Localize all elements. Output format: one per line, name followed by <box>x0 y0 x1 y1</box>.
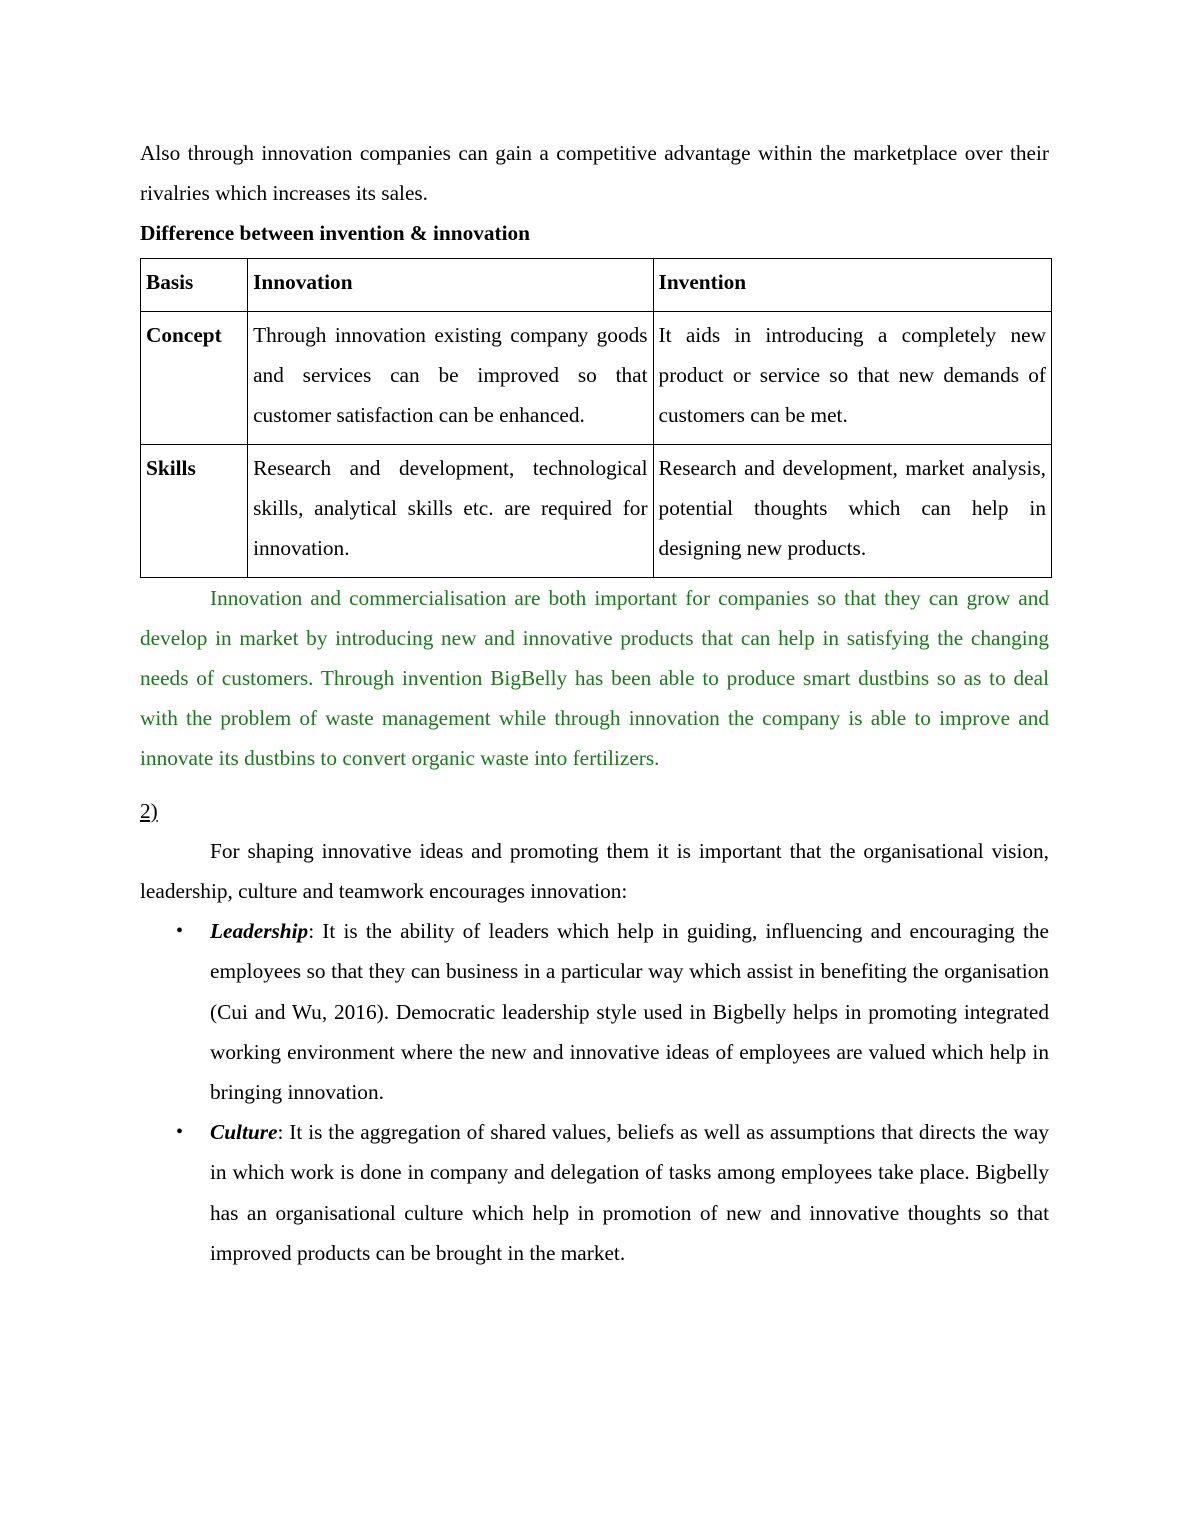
header-basis: Basis <box>141 258 248 311</box>
section-intro: For shaping innovative ideas and promoting them it is important that the organisational vision, leadership, culture and teamwork encourages innovation: <box>140 838 1049 904</box>
row-innovation: Research and development, technological skills, analytical skills etc. are required for innovation. <box>248 444 653 577</box>
list-item <box>140 911 1049 1112</box>
row-basis: Concept <box>141 311 248 444</box>
bullet-term: Leadership <box>210 919 309 944</box>
table-row <box>141 311 1052 444</box>
bullet-text: : It is the ability of leaders which help in guiding, influencing and encouraging the employees so that they can business in a particular way which assist in benefiting the organisation (Cui and Wu, 2016). Democratic leadership style used in Bigbelly helps in promoting integrated working environment where the new and innovative ideas of employees are valued which help in bringing innovation. <box>210 919 1049 1105</box>
table-row <box>141 444 1052 577</box>
comparison-table <box>140 258 1052 578</box>
row-basis: Skills <box>141 444 248 577</box>
row-innovation: Through innovation existing company goods and services can be improved so that customer satisfaction can be enhanced. <box>248 311 653 444</box>
document-page <box>140 133 1049 1273</box>
table-heading: Difference between invention & innovation <box>140 221 531 246</box>
bullet-list <box>140 911 1049 1273</box>
row-invention: It aids in introducing a completely new product or service so that new demands of customers can be met. <box>653 311 1051 444</box>
bullet-term: Culture <box>210 1120 278 1145</box>
bullet-icon: • <box>176 920 184 943</box>
commercialisation-paragraph: Innovation and commercialisation are both important for companies so that they can grow and develop in market by introducing new and innovative products that can help in satisfying the changing needs of customers. Through invention BigBelly has been able to produce smart dustbins so as to deal with the problem of waste management while through innovation the company is able to improve and innovate its dustbins to convert organic waste into fertilizers. <box>140 585 1049 771</box>
bullet-icon: • <box>176 1121 184 1144</box>
header-innovation: Innovation <box>248 258 653 311</box>
row-invention: Research and development, market analysis, potential thoughts which can help in designing new products. <box>653 444 1051 577</box>
bullet-text: : It is the aggregation of shared values, beliefs as well as assumptions that directs the way in which work is done in company and delegation of tasks among employees take place. Bigbelly has an organisational culture which help in promotion of new and innovative thoughts so that improved products can be brought in the market. <box>210 1120 1049 1265</box>
intro-paragraph: Also through innovation companies can gain a competitive advantage within the marketplace over their rivalries which increases its sales. <box>140 141 1049 206</box>
header-invention: Invention <box>653 258 1051 311</box>
table-header-row <box>141 258 1052 311</box>
section-number: 2) <box>140 798 158 823</box>
list-item <box>140 1112 1049 1273</box>
